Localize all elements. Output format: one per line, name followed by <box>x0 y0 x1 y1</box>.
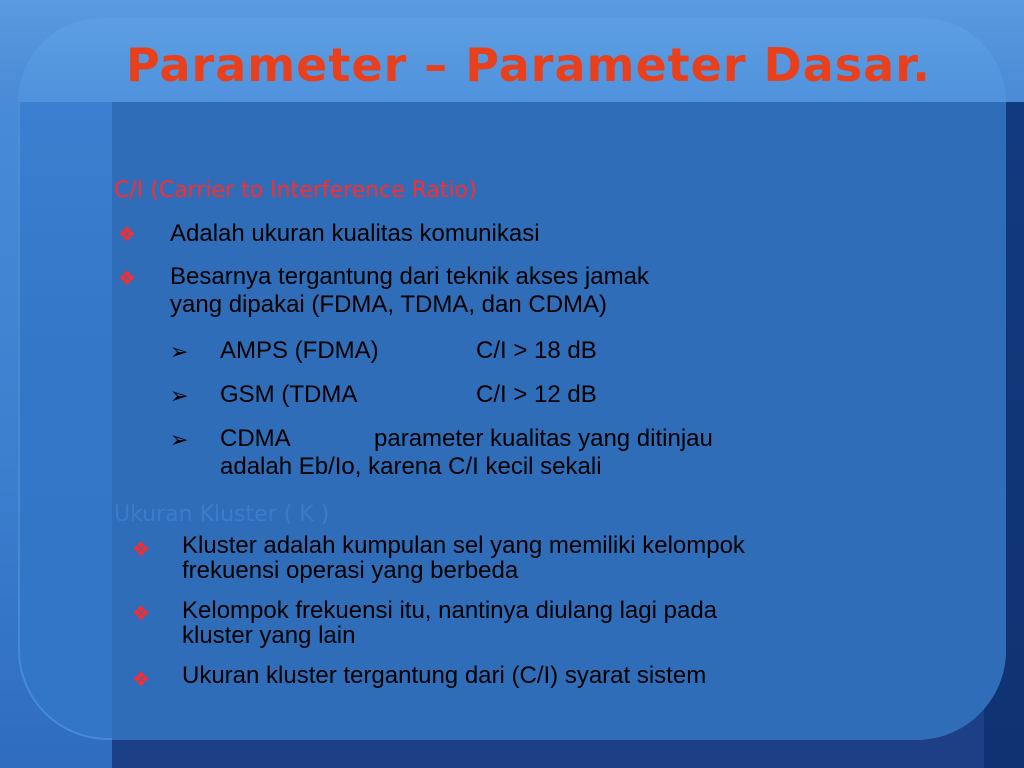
subitem-value: C/I > 18 dB <box>476 337 597 364</box>
arrow-bullet-icon: ➢ <box>170 339 189 364</box>
subitem-continuation: adalah Eb/Io, karena C/I kecil sekali <box>220 453 602 480</box>
subitem-value: parameter kualitas yang ditinjau <box>374 425 713 452</box>
bullet-text-continuation: yang dipakai (FDMA, TDMA, dan CDMA) <box>170 291 608 318</box>
bullet-text: Adalah ukuran kualitas komunikasi <box>170 220 540 247</box>
bullet-text-continuation: frekuensi operasi yang berbeda <box>182 557 519 584</box>
bullet-text-continuation: kluster yang lain <box>182 622 356 649</box>
subitem-name: AMPS (FDMA) <box>220 337 379 364</box>
bullet-text: Kluster adalah kumpulan sel yang memiliki kelompok <box>182 532 745 559</box>
section-heading-kluster: Ukuran Kluster ( K ) <box>114 502 330 527</box>
diamond-bullet-icon: ❖ <box>118 268 136 290</box>
bullet-text: Besarnya tergantung dari teknik akses jamak <box>170 263 649 290</box>
diamond-bullet-icon: ❖ <box>118 224 136 246</box>
bullet-text: Ukuran kluster tergantung dari (C/I) syarat sistem <box>182 662 707 689</box>
diamond-bullet-icon: ❖ <box>132 669 150 691</box>
subitem-name: GSM (TDMA <box>220 381 358 408</box>
slide-title: Parameter – Parameter Dasar. <box>126 38 931 92</box>
arrow-bullet-icon: ➢ <box>170 427 189 452</box>
diamond-bullet-icon: ❖ <box>132 539 150 561</box>
bullet-text: Kelompok frekuensi itu, nantinya diulang lagi pada <box>182 597 718 624</box>
subitem-value: C/I > 12 dB <box>476 381 597 408</box>
section-heading-ci: C/I (Carrier to Interference Ratio) <box>114 178 477 203</box>
subitem-name: CDMA <box>220 425 291 452</box>
arrow-bullet-icon: ➢ <box>170 383 189 408</box>
diamond-bullet-icon: ❖ <box>132 603 150 625</box>
